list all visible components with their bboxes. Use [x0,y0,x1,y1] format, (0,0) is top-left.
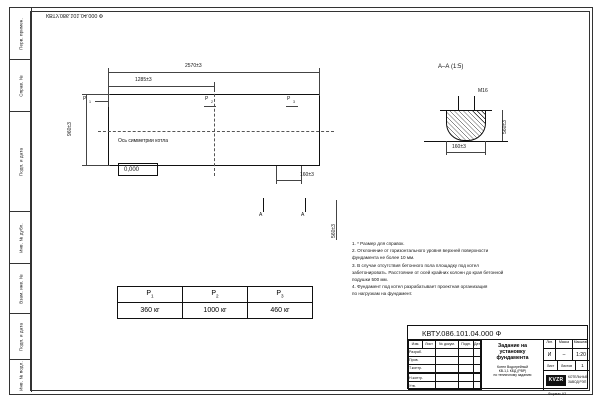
left-strip [10,8,32,392]
section-dim-width-label: 160±3 [452,144,466,150]
table-row [118,303,313,319]
section-body [446,110,486,141]
strip-label: Инв. № подл. [18,361,23,391]
stamp-row [409,364,481,372]
stamp-name [436,356,459,364]
axis-label: Ось симметрии котла [118,138,169,144]
marker-p1-v [108,95,109,107]
note-line: 1. * Размер для справок. [352,241,405,246]
scale-value: 1:20 [576,352,586,358]
section-arrow-right [305,198,306,212]
stamp-sign [459,356,474,364]
point-p3-label: P [287,96,291,102]
rev-h-podp: Подп. [459,341,474,349]
stamp-designation: КВТУ.086.101.04.000 Ф [422,329,502,338]
strip-cell-0 [10,8,31,60]
section-mark-a-right: А [301,212,305,218]
sheets-label: Листов [558,361,576,370]
stamp-role: Разраб. [409,348,436,356]
dim-half-label: 1285±3 [135,77,152,83]
note-line: 4. Фундамент под котел разрабатывает проектная организация [352,284,488,290]
stamp-sign [459,364,474,372]
axis-line-horizontal [98,131,334,132]
dim-line-small-right [276,180,302,181]
load-header-p2: $P_2$ [183,287,248,303]
strip-label: Перв. примен. [18,17,23,50]
dim-bottom-right-label: 560±3 [330,224,337,238]
section-ext-w2 [485,141,486,155]
stamp-name [436,374,459,382]
strip-cell-3 [10,212,31,264]
company-line: КОТЕЛЬНЫЙ [568,375,588,379]
stamp-title-line: установку [499,349,526,355]
strip-label: Подп. и дата [18,147,23,176]
strip-cell-2 [10,112,31,212]
stamp-title-line: фундамента [496,355,529,361]
stamp-name [436,348,459,356]
stamp-date [474,382,481,390]
rev-h-list: Лист [423,341,436,349]
stamp-row [409,374,481,382]
point-p2-index: 2 [211,100,213,104]
leader-p1 [95,101,109,102]
stamp-subtitle-line: КВ-1,1 КБД (РВР) [498,369,527,373]
point-p3-index: 3 [293,100,295,104]
bolt-label: М16 [478,88,488,94]
section-ext-w1 [446,141,447,155]
dim-line-left [86,94,87,166]
strip-label: Подп. и дата [18,322,23,351]
sheet-value: 1 [581,363,584,368]
leader-p3 [286,106,298,107]
note-line: фундамента не более 10 мм. [352,255,415,261]
strip-cell-4 [10,264,31,314]
stamp-title-line: Задание на [498,343,527,349]
dim-overall-label: 2570±3 [185,63,202,69]
dim-ext-bottom [82,165,110,166]
stamp-date [474,348,481,356]
load-value-p1: 360 кг [118,303,183,319]
section-mark-a-left: А [259,212,263,218]
lit-header: Лит. [544,340,556,348]
load-header-p1: $P_1$ [118,287,183,303]
load-value-p3: 460 кг [248,303,313,319]
rev-h-izm: Изм. [409,341,423,349]
load-table [117,286,313,319]
stamp-sign [459,382,474,390]
company-logo: KVZR [546,375,566,386]
bolt-right [474,96,475,111]
dim-small-right-label: 160±3 [300,172,314,178]
point-p2-label: P [205,96,209,102]
top-designation: КВТУ.086.101.04.000 Ф [46,12,103,18]
format-note: Формат А3 [548,392,567,396]
mass-header: Масса [556,340,573,348]
strip-cell-1 [10,60,31,112]
section-dim-height-label: 560±3 [501,120,508,134]
dim-ext-right [319,68,320,96]
section-dim-line-w [446,152,486,153]
dim-ext-top [82,94,110,95]
point-p1-index: 1 [89,100,91,104]
rev-h-data: Дата [474,342,482,347]
scale-header: Масштаб [573,340,589,344]
section-title: А–А (1:5) [438,64,464,70]
stamp-date [474,356,481,364]
stamp-name [436,382,459,390]
mass-value: – [556,349,573,360]
stamp-row [409,356,481,364]
company-line: ЗАВОД РЭП [568,380,587,384]
bolt-left [458,96,459,111]
note-line: забетонировать. Расстояние от осей крайних колонн до края бетонной [352,269,504,275]
section-arrow-left [263,198,264,212]
note-line: 3. В случае отсутствия бетонного пола площадку под котел [352,262,479,268]
load-value-p2: 1000 кг [183,303,248,319]
stamp-row [409,348,481,356]
center-line-vertical [214,84,215,176]
stamp-rev-header-row [409,341,481,349]
stamp-date [474,374,481,382]
dim-ext-mid [214,82,215,92]
load-header-p3: $P_3$ [248,287,313,303]
dim-line-overall [108,72,320,73]
stamp-row [409,382,481,390]
strip-label: Взам. инв. № [18,273,23,304]
strip-label: Справ. № [18,74,23,97]
zero-level-box [118,163,158,176]
rev-h-dok: № докум. [436,341,459,349]
zero-level-label: 0,000 [124,167,140,173]
stamp-name [436,364,459,372]
dim-line-half [108,86,214,87]
section-top-line [440,110,492,111]
strip-cell-5 [10,314,31,360]
stamp-role: Н.контр. [409,374,436,382]
stamp-sign [459,374,474,382]
sheet-label: Лист [544,361,558,370]
note-line: по нагрузкам на фундамент. [352,291,413,297]
title-block [407,325,588,389]
stamp-sign [459,348,474,356]
strip-label: Инв. № дубл. [18,222,23,253]
note-line: подушки 500 мм. [352,277,388,283]
strip-cell-6 [10,360,31,392]
stamp-role: Утв. [409,382,436,390]
stamp-subtitle-line: по тепличному заданию [493,373,532,377]
note-line: 2. Отклонение от горизонтального уровня верхней поверхности [352,248,489,254]
dim-ext-left [108,68,109,96]
stamp-role: Т.контр. [409,364,436,372]
leader-p2 [204,106,216,107]
table-row [118,287,313,303]
point-p1-label: P [83,96,87,102]
dim-left-label: 960±3 [66,122,73,136]
dim-ext-sr-1 [276,166,277,184]
lit-value: И [544,349,556,360]
notes-block [352,240,582,298]
stamp-subtitle-line: Котел Водогрейный [496,365,529,369]
stamp-role: Пров. [409,356,436,364]
stamp-date [474,364,481,372]
section-ground-line [424,141,508,142]
